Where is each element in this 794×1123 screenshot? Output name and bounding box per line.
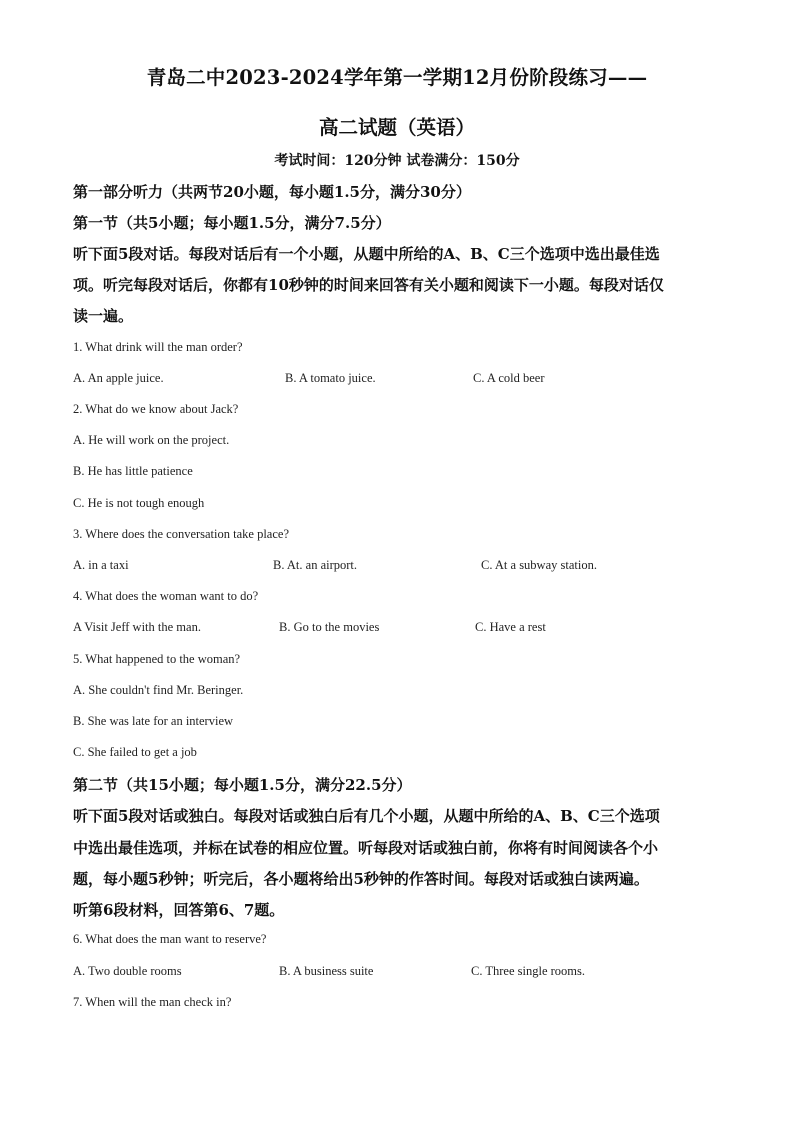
question-stem: 5. What happened to the woman? [73,652,241,666]
option-c: C. Three single rooms. [471,964,585,978]
option-c: C. He is not tough enough [73,496,205,510]
option-a: A. He will work on the project. [73,433,230,447]
option-a: A. She couldn't find Mr. Beringer. [73,683,244,697]
option-b: B. Go to the movies [279,620,380,634]
section1-instruction-line: 听下面5段对话。每段对话后有一个小题，从题中所给的A、B、C三个选项中选出最佳选 [73,245,660,263]
option-b: B. A business suite [279,964,374,978]
section2-instruction-line: 题，每小题5秒钟；听完后，各小题将给出5秒钟的作答时间。每段对话或独白读两遍。 [73,870,649,888]
section1-instruction-line: 读一遍。 [73,307,134,325]
exam-title-line2: 高二试题（英语） [318,116,475,139]
option-a: A. An apple juice. [73,371,164,385]
question-stem: 3. Where does the conversation take place? [73,527,289,541]
option-a: A. in a taxi [73,558,129,572]
exam-title-line1: 青岛二中2023-2024学年第一学期12月份阶段练习—— [146,66,648,89]
question-stem: 2. What do we know about Jack? [73,402,239,416]
section2-instruction-line: 中选出最佳选项，并标在试卷的相应位置。听每段对话或独白前，你将有时间阅读各个小 [73,839,659,857]
section2-instruction-line: 听下面5段对话或独白。每段对话或独白后有几个小题，从题中所给的A、B、C三个选项 [73,807,660,825]
material-note: 听第6段材料，回答第6、7题。 [73,901,285,919]
option-c: C. A cold beer [473,371,545,385]
option-c: C. Have a rest [475,620,546,634]
section2-heading: 第二节（共15小题；每小题1.5分，满分22.5分） [73,776,412,794]
option-c: C. At a subway station. [481,558,597,572]
option-a: A Visit Jeff with the man. [73,620,201,634]
question-stem: 6. What does the man want to reserve? [73,932,267,946]
question-stem: 4. What does the woman want to do? [73,589,259,603]
option-b: B. A tomato juice. [285,371,376,385]
part1-heading: 第一部分听力（共两节20小题，每小题1.5分，满分30分） [73,183,471,201]
question-stem: 7. When will the man check in? [73,995,232,1009]
exam-info: 考试时间：120分钟 试卷满分：150分 [274,153,520,169]
option-b: B. At. an airport. [273,558,358,572]
question-stem: 1. What drink will the man order? [73,340,243,354]
option-a: A. Two double rooms [73,964,182,978]
option-c: C. She failed to get a job [73,745,197,759]
option-b: B. She was late for an interview [73,714,234,728]
section1-instruction-line: 项。听完每段对话后，你都有10秒钟的时间来回答有关小题和阅读下一小题。每段对话仅 [73,276,664,294]
option-b: B. He has little patience [73,464,193,478]
section1-heading: 第一节（共5小题；每小题1.5分，满分7.5分） [73,214,391,232]
